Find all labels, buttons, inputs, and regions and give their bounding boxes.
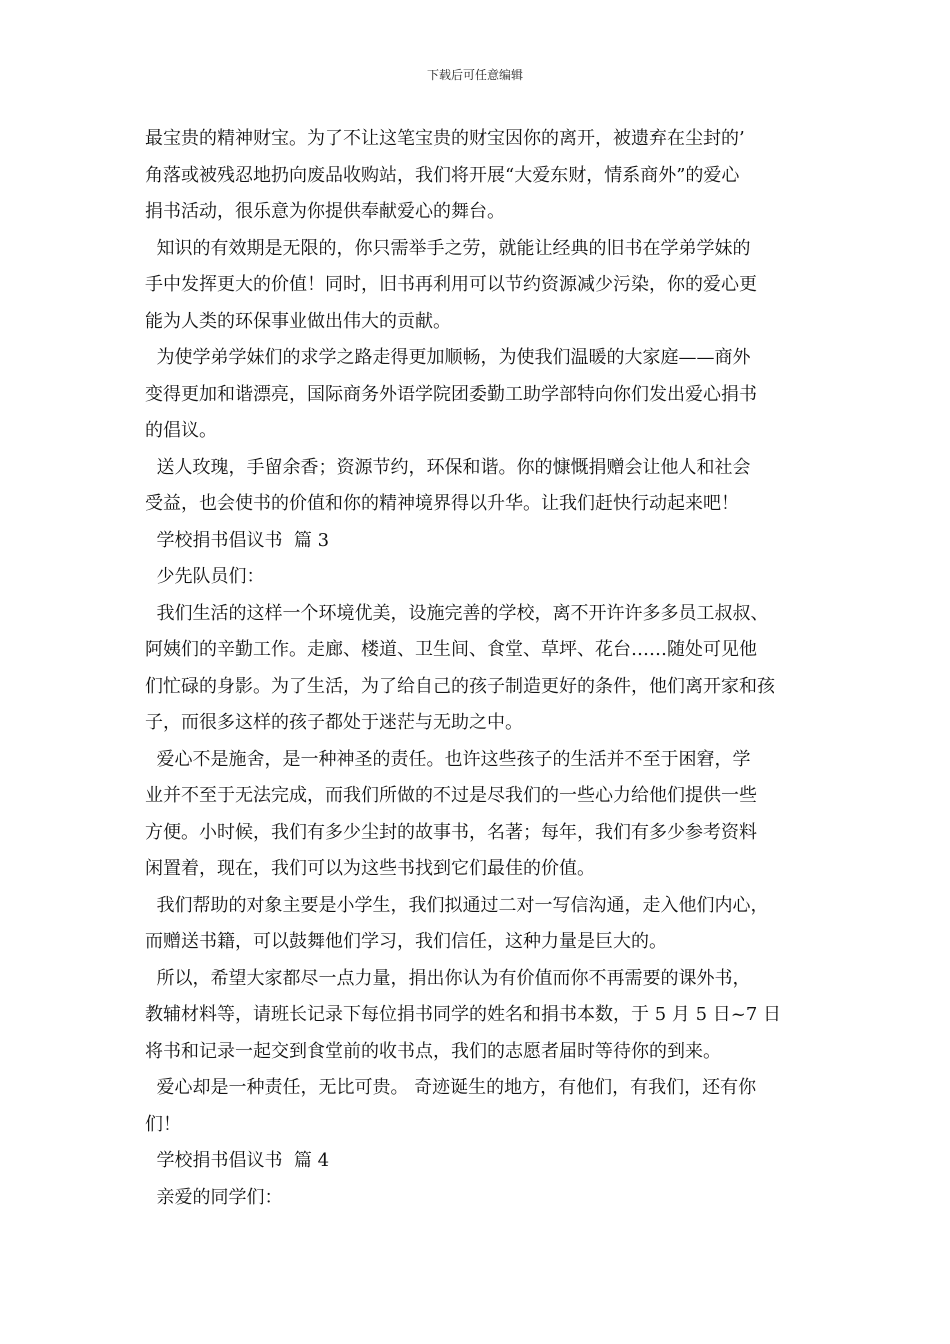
text-line: 们！ — [145, 1113, 181, 1135]
text-line: 捐书活动，很乐意为你提供奉献爱心的舞台。 — [145, 201, 505, 222]
text-line: 教辅材料等，请班长记录下每位捐书同学的姓名和捐书本数，于 5 月 5 日~7 日 — [145, 1004, 782, 1025]
text-line: 为使学弟学妹们的求学之路走得更加顺畅，为使我们温暖的大家庭——商外 — [145, 347, 751, 368]
text-line: 所以，希望大家都尽一点力量，捐出你认为有价值而你不再需要的课外书， — [145, 967, 751, 989]
text-line: 方便。小时候，我们有多少尘封的故事书，名著；每年，我们有多少参考资料 — [145, 821, 757, 843]
text-line: 子，而很多这样的孩子都处于迷茫与无助之中。 — [145, 712, 523, 733]
text-line: 受益，也会使书的价值和你的精神境界得以升华。让我们赶快行动起来吧！ — [145, 493, 739, 514]
text-line: 爱心不是施舍，是一种神圣的责任。也许这些孩子的生活并不至于困窘，学 — [145, 748, 751, 770]
text-line: 业并不至于无法完成，而我们所做的不过是尽我们的一些心力给他们提供一些 — [145, 785, 757, 806]
text-line: 变得更加和谐漂亮，国际商务外语学院团委勤工助学部特向你们发出爱心捐书 — [145, 383, 757, 405]
text-line: 爱心却是一种责任，无比可贵。 奇迹诞生的地方，有他们，有我们，还有你 — [145, 1077, 757, 1098]
text-line: 将书和记录一起交到食堂前的收书点，我们的志愿者届时等待你的到来。 — [145, 1040, 721, 1062]
page-header: 下载后可任意编辑 — [426, 68, 523, 82]
text-line: 闲置着，现在，我们可以为这些书找到它们最佳的价值。 — [145, 858, 595, 879]
text-line: 阿姨们的辛勤工作。走廊、楼道、卫生间、食堂、草坪、花台……随处可见他 — [145, 639, 757, 660]
text-line: 送人玫瑰，手留余香；资源节约，环保和谐。你的慷慨捐赠会让他人和社会 — [145, 456, 751, 478]
salutation: 亲爱的同学们： — [145, 1186, 283, 1208]
text-line: 能为人类的环保事业做出伟大的贡献。 — [145, 310, 451, 332]
salutation: 少先队员们： — [145, 566, 265, 587]
text-line: 手中发挥更大的价值！同时，旧书再利用可以节约资源减少污染，你的爱心更 — [145, 274, 757, 295]
section-heading: 学校捐书倡议书 篇 4 — [145, 1150, 330, 1171]
text-line: 们忙碌的身影。为了生活，为了给自己的孩子制造更好的条件，他们离开家和孩 — [145, 675, 775, 697]
section-heading: 学校捐书倡议书 篇 3 — [145, 529, 330, 551]
text-line: 知识的有效期是无限的，你只需举手之劳，就能让经典的旧书在学弟学妹的 — [145, 237, 751, 259]
text-line: 角落或被残忍地扔向废品收购站，我们将开展“大爱东财，情系商外”的爱心 — [145, 164, 740, 186]
document-body — [145, 121, 810, 1216]
text-line: 我们帮助的对象主要是小学生，我们拟通过二对一写信沟通，走入他们内心， — [145, 894, 769, 916]
text-line: 最宝贵的精神财宝。为了不让这笔宝贵的财宝因你的离开，被遗弃在尘封的’ — [145, 128, 745, 149]
text-line: 而赠送书籍，可以鼓舞他们学习，我们信任，这种力量是巨大的。 — [145, 931, 667, 952]
text-line: 的倡议。 — [145, 420, 217, 441]
text-line: 我们生活的这样一个环境优美，设施完善的学校，离不开许许多多员工叔叔、 — [145, 602, 769, 624]
